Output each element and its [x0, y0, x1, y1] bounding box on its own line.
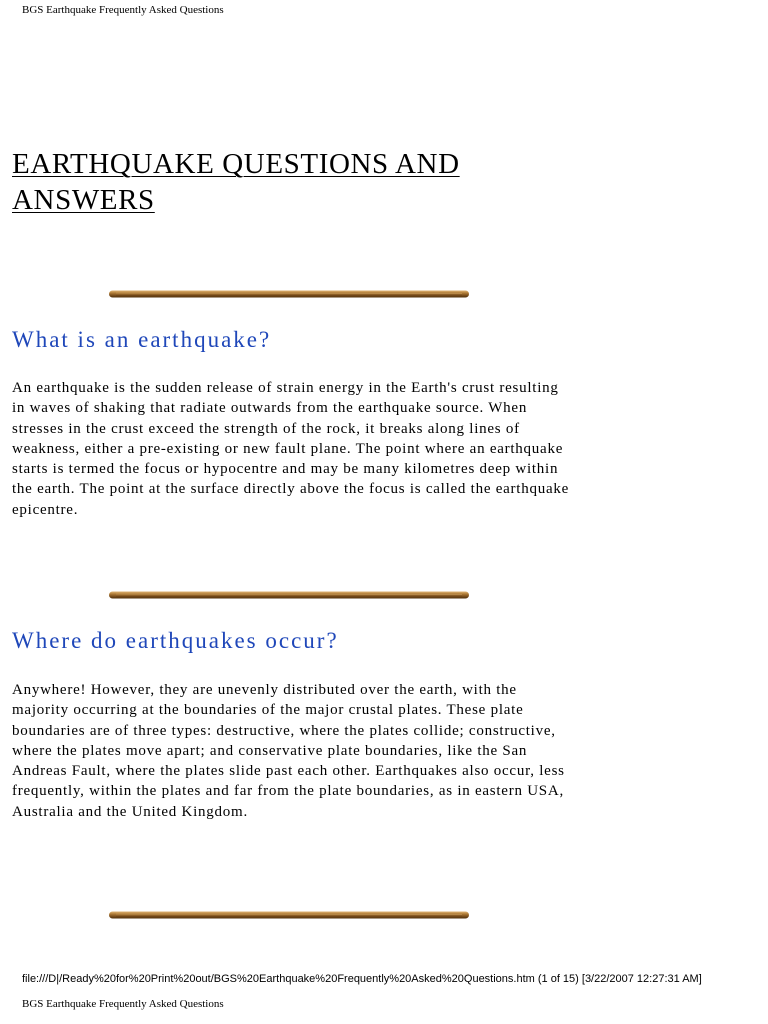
next-page-header: BGS Earthquake Frequently Asked Questions: [22, 998, 224, 1010]
answer-paragraph: Anywhere! However, they are unevenly distributed over the earth, with the majority occurring at the boundaries of the major crustal plates. These plate boundaries are of three types: destructive, where the plates collide; constructive, where the plates move apart; and conservative plate boundaries, like the San Andreas Fault, where the plates slide past each other. Earthquakes also occur, less frequently, within the plates and far from the plate boundaries, as in eastern USA, Australia and the United Kingdom.: [12, 682, 565, 820]
divider-rule-graphic: [108, 910, 470, 920]
print-footer-url: file:///D|/Ready%20for%20Print%20out/BGS%20Earthquake%20Frequently%20Asked%20Questions.htm (1 of 15) [3/22/2007 12:27:31 AM]: [22, 973, 702, 985]
question-heading: Where do earthquakes occur?: [12, 628, 339, 653]
divider-rule: [108, 289, 470, 299]
divider-rule: [108, 590, 470, 600]
divider-rule-graphic: [108, 289, 470, 299]
page-title: EARTHQUAKE QUESTIONS AND ANSWERS: [12, 148, 460, 216]
divider-rule: [108, 910, 470, 920]
answer-paragraph: An earthquake is the sudden release of strain energy in the Earth's crust resulting in waves of shaking that radiate outwards from the earthquake source. When stresses in the crust exceed the strength of the rock, it breaks along lines of weakness, either a pre-existing or new fault plane. The point where an earthquake starts is termed the focus or hypocentre and may be many kilometres deep within the earth. The point at the surface directly above the focus is called the earthquake epicentre.: [12, 380, 570, 518]
divider-rule-graphic: [108, 590, 470, 600]
question-heading: What is an earthquake?: [12, 327, 272, 352]
print-header: BGS Earthquake Frequently Asked Questions: [22, 4, 224, 16]
